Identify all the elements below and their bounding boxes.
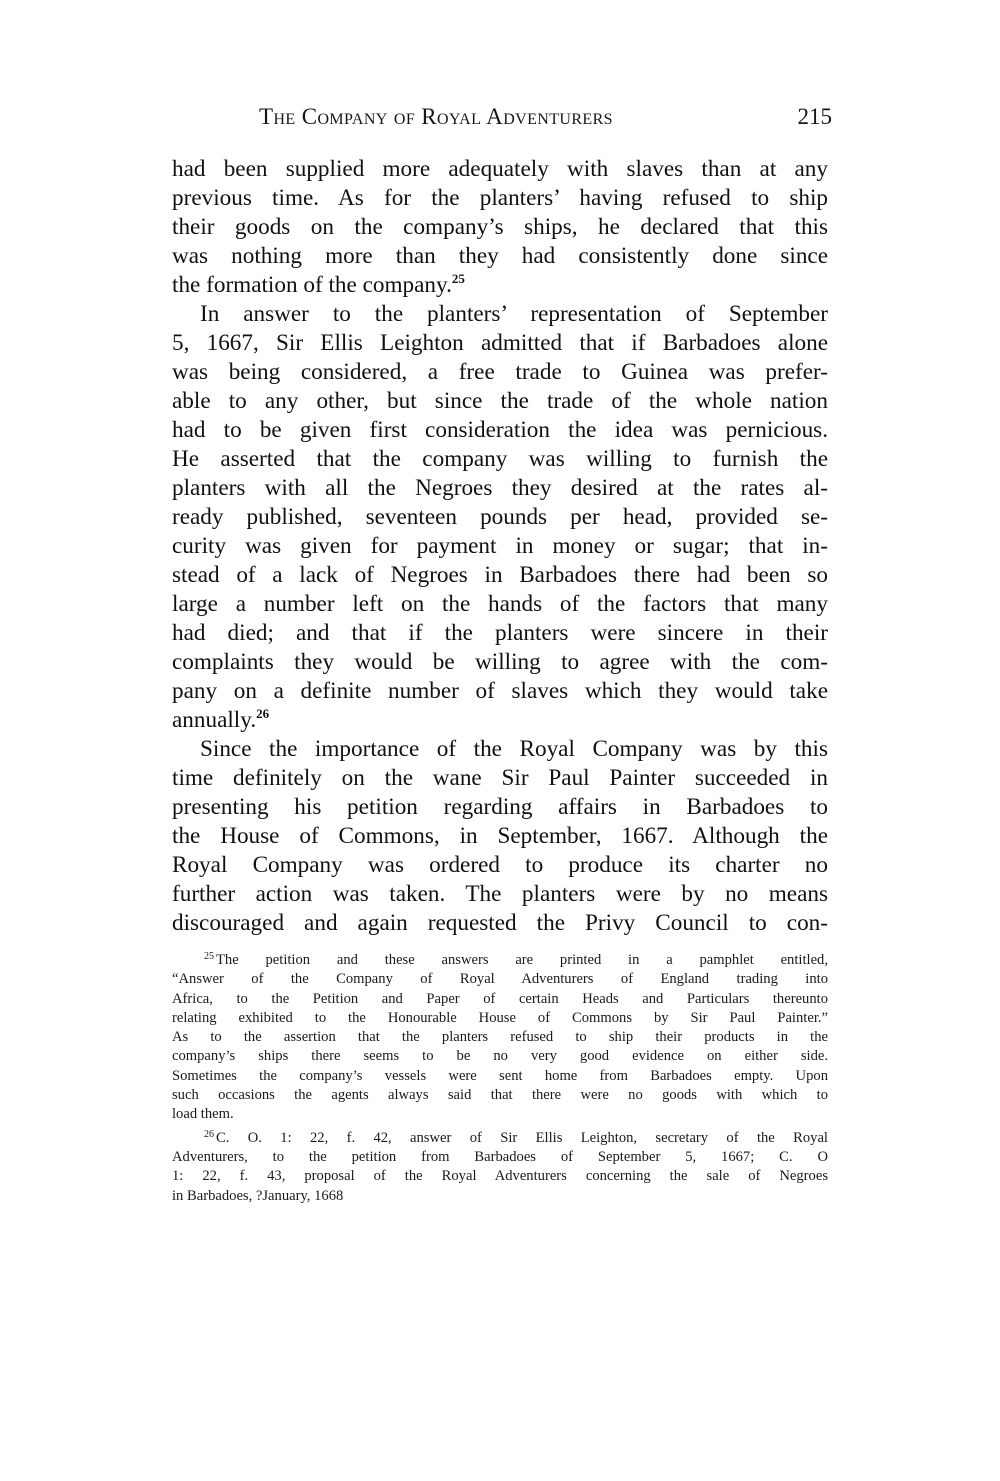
footnote-line: As to the assertion that the planters refused to ship their products in the: [172, 1029, 828, 1046]
footnote-line-content: C. O. 1: 22, f. 42, answer of Sir Ellis Leighton, secretary of the Royal: [216, 1129, 828, 1146]
text-line: discouraged and again requested the Privy Council to con-: [172, 910, 828, 936]
text-line: had to be given first consideration the idea was pernicious.: [172, 417, 828, 443]
footnote-line-content: The petition and these answers are printed in a pamphlet entitled,: [216, 952, 828, 968]
text-line: large a number left on the hands of the factors that many: [172, 591, 828, 617]
footnote-line: “Answer of the Company of Royal Adventurers of England trading into: [172, 971, 828, 988]
text-line: had died; and that if the planters were sincere in their: [172, 620, 828, 646]
text-line: complaints they would be willing to agree with the com-: [172, 649, 828, 675]
footnote-line: load them.: [172, 1106, 234, 1123]
text-line: planters with all the Negroes they desired at the rates al-: [172, 475, 828, 501]
text-line: their goods on the company’s ships, he declared that this: [172, 214, 828, 240]
text-line: Royal Company was ordered to produce its charter no: [172, 852, 828, 878]
footnote-line: company’s ships there seems to be no very good evidence on either side.: [172, 1048, 828, 1065]
footnote-line: Africa, to the Petition and Paper of certain Heads and Particulars thereunto: [172, 990, 828, 1007]
footnote-ref-26[interactable]: 26: [256, 706, 270, 721]
footnote-ref-25[interactable]: 25: [451, 271, 465, 286]
body-text: [172, 155, 828, 938]
text-line: able to any other, but since the trade of the whole nation: [172, 388, 828, 414]
text-line: curity was given for payment in money or sugar; that in-: [172, 533, 828, 559]
footnote-line: [172, 1129, 828, 1148]
text-line: stead of a lack of Negroes in Barbadoes there had been so: [172, 562, 828, 588]
paragraph-1: [172, 155, 828, 300]
footnotes: [172, 951, 828, 1206]
text-line-content: annually.: [172, 707, 257, 733]
footnote-line: in Barbadoes, ?January, 1668: [172, 1187, 344, 1204]
text-line: previous time. As for the planters’ having refused to ship: [172, 185, 828, 211]
text-line: was being considered, a free trade to Guinea was prefer-: [172, 359, 828, 385]
text-line: [172, 271, 828, 300]
footnote-line: relating exhibited to the Honourable House of Commons by Sir Paul Painter.”: [172, 1009, 828, 1026]
text-line: [172, 706, 828, 735]
footnote-line: such occasions the agents always said that there were no goods with which to: [172, 1087, 828, 1104]
footnote-number: 25: [204, 951, 214, 962]
text-line: the House of Commons, in September, 1667. Although the: [172, 823, 828, 849]
text-line: presenting his petition regarding affairs in Barbadoes to: [172, 794, 828, 820]
footnote-line: Adventurers, to the petition from Barbadoes of September 5, 1667; C. O: [172, 1148, 828, 1165]
paragraph-2: [172, 300, 828, 735]
text-line-content: the formation of the company.: [172, 272, 452, 298]
footnote-26: [172, 1129, 828, 1206]
footnote-line: 1: 22, f. 43, proposal of the Royal Adventurers concerning the sale of Negroes: [172, 1168, 828, 1185]
text-line: 5, 1667, Sir Ellis Leighton admitted that if Barbadoes alone: [172, 330, 828, 356]
text-line: pany on a definite number of slaves which they would take: [172, 678, 828, 704]
footnote-25: [172, 951, 828, 1125]
footnote-number: 26: [204, 1128, 214, 1140]
paragraph-3: [172, 735, 828, 938]
text-line: further action was taken. The planters were by no means: [172, 881, 828, 907]
text-line: In answer to the planters’ representation of September: [200, 301, 828, 327]
running-head: [172, 104, 832, 134]
text-line: ready published, seventeen pounds per head, provided se-: [172, 504, 828, 530]
text-line: Since the importance of the Royal Company was by this: [200, 736, 828, 762]
text-line: He asserted that the company was willing to furnish the: [172, 446, 828, 472]
footnote-line: [172, 951, 828, 970]
text-line: was nothing more than they had consistently done since: [172, 243, 828, 269]
page-number: 215: [797, 104, 832, 129]
text-line: had been supplied more adequately with slaves than at any: [172, 156, 828, 182]
text-line: time definitely on the wane Sir Paul Painter succeeded in: [172, 765, 828, 791]
running-title: The Company of Royal Adventurers: [259, 104, 613, 129]
footnote-line: Sometimes the company’s vessels were sent home from Barbadoes empty. Upon: [172, 1067, 828, 1084]
